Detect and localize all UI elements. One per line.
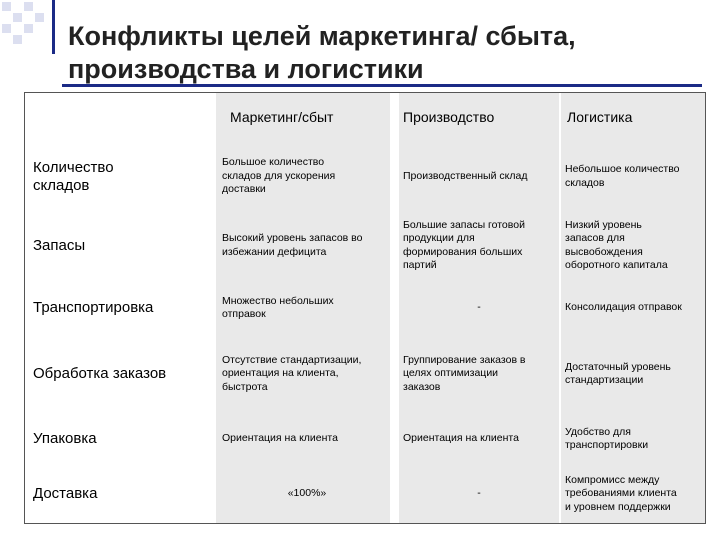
conflicts-table (24, 92, 706, 524)
cell-text-line: формирования больших (403, 245, 523, 258)
table-cell (561, 283, 705, 333)
title-line-1: Конфликты целей маркетинга/ сбыта, (68, 21, 576, 51)
cell-text-line: Низкий уровень (565, 218, 642, 231)
cell-text-line: доставки (222, 183, 266, 196)
title-decoration (0, 0, 60, 56)
cell-text-line: Группирование заказов в (403, 353, 526, 366)
row-label-line: Обработка заказов (33, 365, 167, 382)
table-cell (218, 415, 396, 463)
cell-text-line: - (477, 487, 481, 500)
cell-text-line: Консолидация отправок (565, 301, 682, 314)
table-cell (561, 333, 705, 415)
table-cell (399, 208, 559, 283)
cell-text-line: избежании дефицита (222, 245, 327, 258)
cell-text-line: - (477, 301, 481, 314)
cell-text-line: оборотного капитала (565, 259, 668, 271)
row-label (33, 145, 114, 208)
cell-text-line: ориентация на клиента, (222, 367, 339, 380)
cell-text-line: высвобождения (565, 245, 643, 258)
table-cell (561, 208, 705, 283)
table-cell (399, 283, 559, 333)
cell-text-line: Большое количество (222, 156, 325, 169)
table-cell (399, 415, 559, 463)
page-title (68, 20, 576, 86)
cell-text-line: требованиями клиента (565, 487, 677, 500)
cell-text-line: Небольшое количество (565, 163, 680, 175)
cell-text-line: стандартизации (565, 374, 644, 386)
cell-text-line: Удобство для (565, 425, 631, 438)
cell-text-line: и уровнем поддержки (565, 500, 671, 513)
column-header-production: Производство (403, 109, 495, 125)
cell-text-line: «100%» (287, 487, 327, 500)
table-cell (218, 208, 396, 283)
cell-text-line: складов (565, 176, 605, 189)
cell-text-line: Большие запасы готовой (403, 218, 525, 231)
table-cell (561, 145, 705, 208)
row-label-line: Количество (33, 158, 114, 176)
cell-text-line: складов для ускорения (222, 169, 336, 182)
cell-text-line: отправок (222, 308, 266, 320)
cell-text-line: транспортировки (565, 439, 649, 451)
table-cell (218, 145, 396, 208)
column-header-logistics: Логистика (567, 109, 633, 125)
table-cell (399, 333, 559, 415)
column-header-marketing: Маркетинг/сбыт (230, 109, 334, 125)
row-label (33, 208, 85, 283)
row-label-line: Упаковка (33, 430, 97, 447)
cell-text-line: Отсутствие стандартизации, (222, 353, 362, 366)
row-label-line: Запасы (33, 236, 86, 254)
cell-text-line: Высокий уровень запасов во (222, 232, 363, 244)
table-cell (218, 283, 396, 333)
cell-text-line: быстрота (222, 380, 268, 393)
cell-text-line: Ориентация на клиента (222, 432, 338, 445)
cell-text-line: Производственный склад (403, 169, 528, 182)
cell-text-line: партий (403, 259, 437, 271)
cell-text-line: Компромисс между (565, 473, 660, 486)
cell-text-line: продукции для (403, 232, 475, 244)
cell-text-line: заказов (403, 380, 441, 393)
row-label (33, 283, 153, 333)
title-underline (62, 84, 702, 87)
cell-text-line: целях оптимизации (403, 367, 499, 380)
table-cell (561, 463, 705, 525)
cell-text-line: Ориентация на клиента (403, 432, 519, 445)
table-cell (399, 463, 559, 525)
table-cell (218, 333, 396, 415)
title-line-2: производства и логистики (68, 54, 424, 84)
table-cell (561, 415, 705, 463)
cell-text-line: запасов для (565, 232, 625, 244)
table-cell (218, 463, 396, 525)
table-cell (399, 145, 559, 208)
cell-text-line: Множество небольших (222, 294, 334, 307)
row-label-line: складов (33, 176, 90, 194)
row-label (33, 463, 97, 525)
cell-text-line: Достаточный уровень (565, 360, 671, 373)
row-label (33, 333, 166, 415)
row-label-line: Транспортировка (33, 299, 154, 316)
row-label-line: Доставка (33, 485, 98, 502)
row-label (33, 415, 97, 463)
